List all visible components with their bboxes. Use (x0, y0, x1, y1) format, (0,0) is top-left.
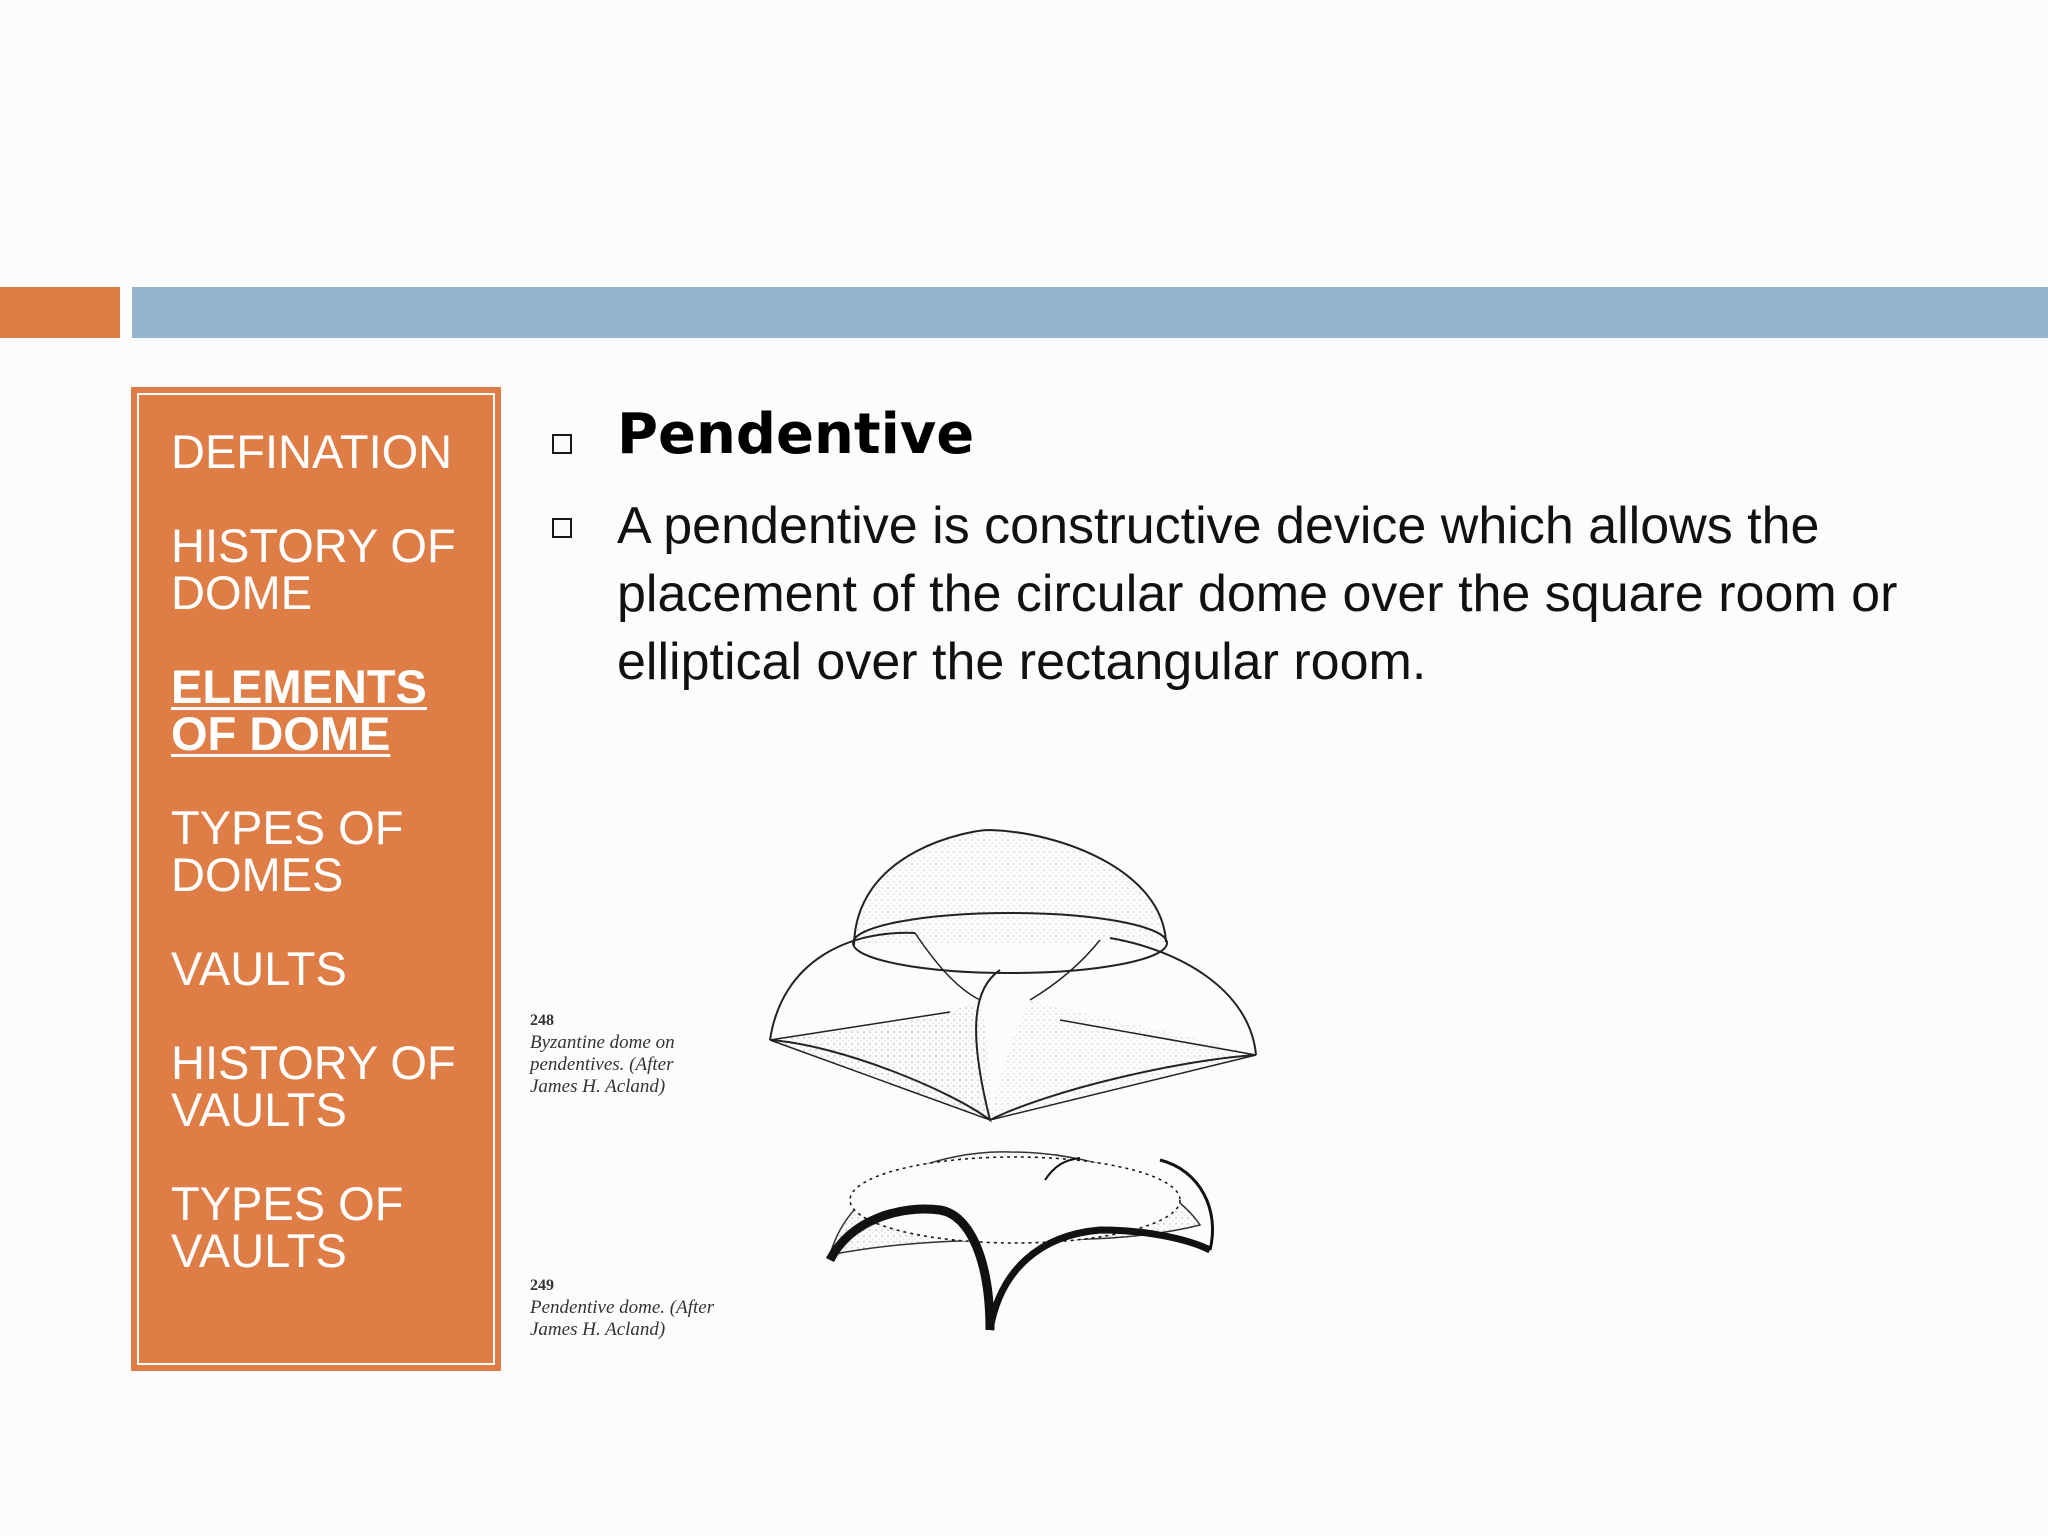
slide-heading: Pendentive (617, 402, 975, 467)
sidebar-item-history-of-vaults[interactable]: HISTORY OF VAULTS (171, 1036, 456, 1136)
slide-content (548, 400, 2008, 696)
pendentive-dome-drawing (830, 1152, 1213, 1330)
bullet-body (548, 492, 2008, 696)
sidebar-item-defination[interactable]: DEFINATION (171, 425, 453, 478)
sidebar-item-types-of-domes[interactable]: TYPES OF DOMES (171, 801, 404, 901)
dome-drawings (520, 790, 1300, 1370)
square-bullet-icon (552, 518, 572, 538)
accent-bar-orange (0, 287, 120, 338)
sidebar-item-types-of-vaults[interactable]: TYPES OF VAULTS (171, 1177, 404, 1277)
bullet-heading (548, 400, 2008, 470)
sidebar-nav (131, 387, 501, 1371)
byzantine-dome-drawing (770, 830, 1256, 1120)
figure-248-text: Byzantine dome on pendentives. (After James H. Acland) (530, 1032, 675, 1097)
figure-248-number: 248 (530, 1012, 554, 1029)
sidebar-item-vaults[interactable]: VAULTS (171, 942, 347, 995)
sidebar-item-elements-of-dome[interactable]: ELEMENTS OF DOME (171, 660, 427, 760)
accent-bar-blue (132, 287, 2048, 338)
slide-body-text: A pendentive is constructive device which allows the placement of the circular dome over the square room or elliptical over the rectangular room. (617, 497, 1898, 691)
sidebar-item-history-of-dome[interactable]: HISTORY OF DOME (171, 519, 456, 619)
square-bullet-icon (552, 434, 572, 454)
figure-249-text: Pendentive dome. (After James H. Acland) (530, 1297, 715, 1340)
pendentive-illustration (520, 790, 1300, 1370)
figure-249-number: 249 (530, 1277, 554, 1294)
